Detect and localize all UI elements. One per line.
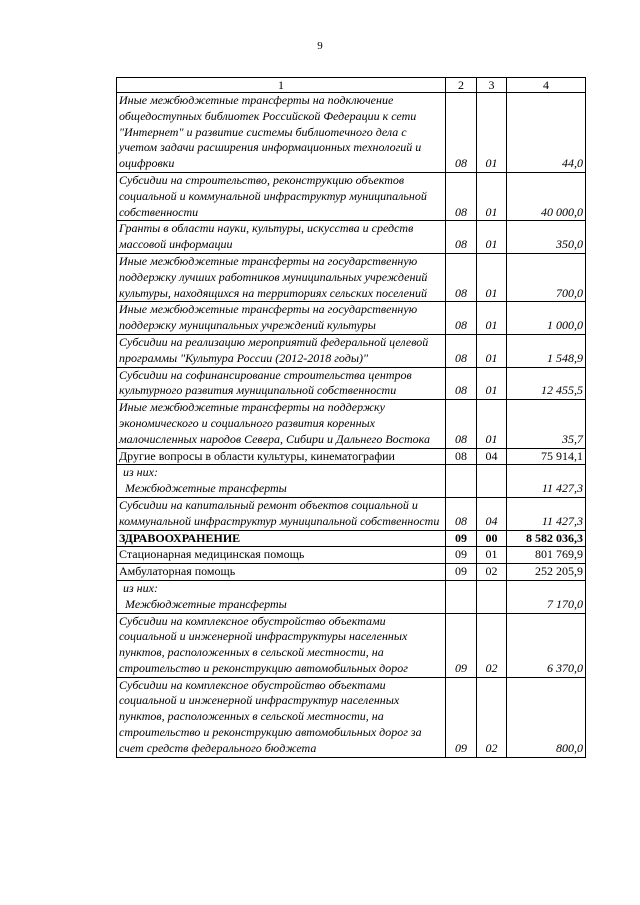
row-note-sub: Межбюджетные трансферты <box>125 481 287 496</box>
row-subsection-code: 01 <box>477 400 507 448</box>
row-subsection-code: 01 <box>477 302 507 335</box>
row-subsection-code <box>477 465 507 498</box>
table-row <box>117 677 586 757</box>
table-row <box>117 580 586 613</box>
row-amount: 12 455,5 <box>507 367 586 400</box>
row-amount: 75 914,1 <box>507 448 586 465</box>
row-amount: 350,0 <box>507 221 586 254</box>
header-col-3: 3 <box>477 78 507 93</box>
header-col-4: 4 <box>507 78 586 93</box>
row-name-cell: Иные межбюджетные трансферты на государственную поддержку муниципальных учреждений культуры <box>117 302 446 335</box>
row-amount: 40 000,0 <box>507 172 586 220</box>
row-section-code: 08 <box>446 448 477 465</box>
budget-table <box>116 77 586 758</box>
row-section-code: 08 <box>446 497 477 530</box>
row-subsection-code: 01 <box>477 172 507 220</box>
row-amount: 11 427,3 <box>507 465 586 498</box>
table-row <box>117 465 586 498</box>
row-name-cell: Другие вопросы в области культуры, кинематографии <box>117 448 446 465</box>
page-number: 9 <box>317 40 323 52</box>
row-section-code: 08 <box>446 253 477 301</box>
row-section-code: 08 <box>446 334 477 367</box>
table-row <box>117 613 586 677</box>
row-section-code: 09 <box>446 530 477 547</box>
row-amount: 11 427,3 <box>507 497 586 530</box>
row-name-cell <box>117 465 446 498</box>
row-name-cell: Субсидии на софинансирование строительства центров культурного развития муниципальной собственности <box>117 367 446 400</box>
header-col-2: 2 <box>446 78 477 93</box>
row-subsection-code: 01 <box>477 93 507 173</box>
table-row <box>117 334 586 367</box>
table-row <box>117 564 586 581</box>
row-subsection-code: 01 <box>477 547 507 564</box>
row-amount: 35,7 <box>507 400 586 448</box>
row-amount: 7 170,0 <box>507 580 586 613</box>
table-header-row <box>117 78 586 93</box>
row-name-cell: Субсидии на реализацию мероприятий федеральной целевой программы "Культура России (2012-2018 годы)" <box>117 334 446 367</box>
row-subsection-code: 02 <box>477 564 507 581</box>
row-section-code: 09 <box>446 564 477 581</box>
header-col-1: 1 <box>117 78 446 93</box>
row-amount: 252 205,9 <box>507 564 586 581</box>
table-row <box>117 530 586 547</box>
table-row <box>117 367 586 400</box>
row-section-code <box>446 580 477 613</box>
row-section-code: 09 <box>446 547 477 564</box>
row-section-code: 08 <box>446 172 477 220</box>
table-row <box>117 400 586 448</box>
row-name-cell: Амбулаторная помощь <box>117 564 446 581</box>
row-section-code: 09 <box>446 613 477 677</box>
row-section-code: 08 <box>446 400 477 448</box>
row-name-cell: Субсидии на комплексное обустройство объектами социальной и инженерной инфраструктур населенных пунктов, расположенных в сельской местности, на строительство и реконструкцию автомобильных дорог за счет средств федерального бюджета <box>117 677 446 757</box>
row-subsection-code: 01 <box>477 334 507 367</box>
row-name-cell: Субсидии на комплексное обустройство объектами социальной и инженерной инфраструктуры населенных пунктов, расположенных в сельской местности, на строительство и реконструкцию автомобильных дорог <box>117 613 446 677</box>
row-subsection-code <box>477 580 507 613</box>
table-row <box>117 448 586 465</box>
row-name-cell: Стационарная медицинская помощь <box>117 547 446 564</box>
row-amount: 1 000,0 <box>507 302 586 335</box>
row-name-cell: Иные межбюджетные трансферты на государственную поддержку лучших работников муниципальных учреждений культуры, находящихся на территориях сельских поселений <box>117 253 446 301</box>
row-subsection-code: 01 <box>477 367 507 400</box>
row-name-cell: Гранты в области науки, культуры, искусства и средств массовой информации <box>117 221 446 254</box>
row-section-code: 08 <box>446 93 477 173</box>
row-name-cell: Субсидии на капитальный ремонт объектов социальной и коммунальной инфраструктур муниципальной собственности <box>117 497 446 530</box>
row-amount: 1 548,9 <box>507 334 586 367</box>
row-subsection-code: 01 <box>477 253 507 301</box>
row-section-code: 08 <box>446 367 477 400</box>
table-row <box>117 221 586 254</box>
row-amount: 801 769,9 <box>507 547 586 564</box>
row-name-cell: Иные межбюджетные трансферты на подключение общедоступных библиотек Российской Федерации к сети "Интернет" и развитие системы библиотечного дела с учетом задачи расширения информационных технологий и оцифровки <box>117 93 446 173</box>
row-amount: 800,0 <box>507 677 586 757</box>
table-row <box>117 253 586 301</box>
row-name-cell: Иные межбюджетные трансферты на поддержку экономического и социального развития коренных малочисленных народов Севера, Сибири и Дальнего Востока <box>117 400 446 448</box>
row-section-code <box>446 465 477 498</box>
table-row <box>117 93 586 173</box>
row-amount: 6 370,0 <box>507 613 586 677</box>
row-note-label: из них: <box>123 580 158 595</box>
row-section-code: 08 <box>446 221 477 254</box>
row-note-sub: Межбюджетные трансферты <box>125 596 287 611</box>
row-subsection-code: 01 <box>477 221 507 254</box>
row-section-code: 08 <box>446 302 477 335</box>
row-subsection-code: 04 <box>477 497 507 530</box>
row-subsection-code: 02 <box>477 677 507 757</box>
row-name-cell: ЗДРАВООХРАНЕНИЕ <box>117 530 446 547</box>
row-subsection-code: 04 <box>477 448 507 465</box>
row-amount: 44,0 <box>507 93 586 173</box>
row-name-cell <box>117 580 446 613</box>
row-amount: 8 582 036,3 <box>507 530 586 547</box>
row-subsection-code: 00 <box>477 530 507 547</box>
table-row <box>117 547 586 564</box>
row-amount: 700,0 <box>507 253 586 301</box>
row-subsection-code: 02 <box>477 613 507 677</box>
table-row <box>117 497 586 530</box>
row-section-code: 09 <box>446 677 477 757</box>
row-name-cell: Субсидии на строительство, реконструкцию объектов социальной и коммунальной инфраструктур муниципальной собственности <box>117 172 446 220</box>
row-note-label: из них: <box>123 465 158 480</box>
table-row <box>117 172 586 220</box>
table-row <box>117 302 586 335</box>
